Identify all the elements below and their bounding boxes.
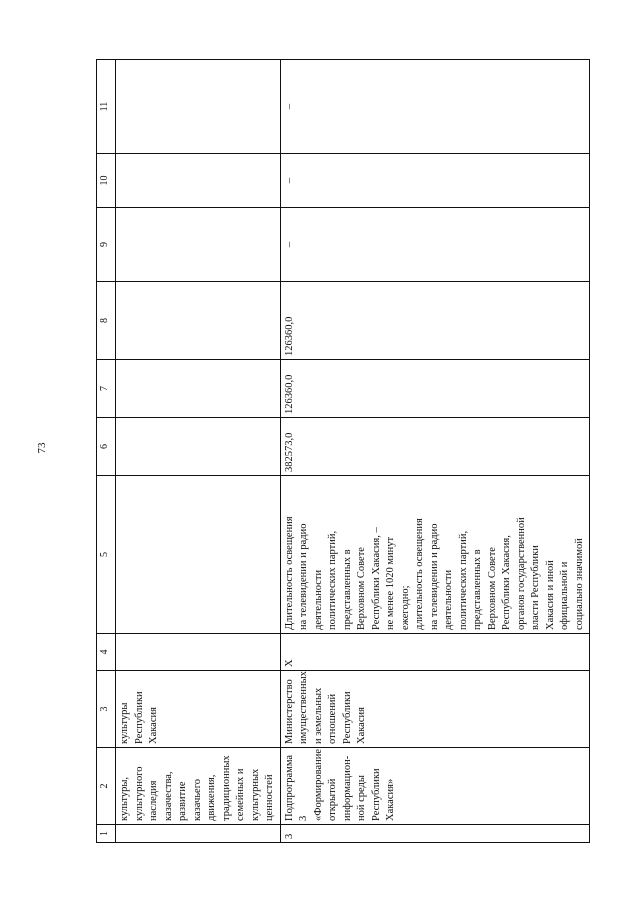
col-header-3: 3 (97, 671, 116, 748)
executor-cell: культуры Республики Хакасия (116, 671, 281, 748)
total-amount-cell: 382573,0 (280, 418, 590, 476)
col-header-1: 1 (97, 825, 116, 843)
amount-cell: 126360,0 (280, 282, 590, 360)
table-row (116, 60, 281, 843)
mark-cell: X (280, 634, 590, 671)
col-header-10: 10 (97, 154, 116, 208)
data-table (96, 59, 590, 843)
amount-cell: – (280, 60, 590, 154)
row-number-cell: 3 (280, 825, 590, 843)
rotated-table-sheet (96, 60, 585, 843)
amount-cell (116, 154, 281, 208)
mark-cell (116, 634, 281, 671)
amount-cell (116, 360, 281, 418)
amount-cell (116, 208, 281, 282)
amount-cell: – (280, 208, 590, 282)
col-header-8: 8 (97, 282, 116, 360)
amount-cell (116, 60, 281, 154)
col-header-5: 5 (97, 476, 116, 634)
row-number-cell (116, 825, 281, 843)
indicator-cell (116, 476, 281, 634)
rotated-table-wrapper (96, 60, 585, 843)
amount-cell: – (280, 154, 590, 208)
col-header-2: 2 (97, 748, 116, 825)
col-header-9: 9 (97, 208, 116, 282)
table-row (280, 60, 590, 843)
program-name-cell: культуры, культурного наследия казачества, развитие казачьего движения, традиционных семейных и культурных ценностей (116, 748, 281, 825)
col-header-6: 6 (97, 418, 116, 476)
col-header-11: 11 (97, 60, 116, 154)
header-row (97, 60, 116, 843)
page-number: 73 (36, 442, 48, 454)
amount-cell (116, 282, 281, 360)
amount-cell: 126360,0 (280, 360, 590, 418)
executor-cell: Министерство имущественных и земельных отношений Республики Хакасия (280, 671, 590, 748)
total-amount-cell (116, 418, 281, 476)
indicator-cell: Длительность освещения на телевидении и радио деятельности политических партий, представленных в Верховном Совете Республики Хакасия, – не менее 1020 минут ежегодно; длительность освещения на телевидении и радио деятельности политических партий, представленных в Верховном Совете Республики Хакасия, органов государственной власти Республики Хакасия и иной официальной и социально значимой (280, 476, 590, 634)
col-header-7: 7 (97, 360, 116, 418)
program-name-cell: Подпрограмма 3 «Формирование открытой информацион- ной среды Республики Хакасия» (280, 748, 590, 825)
col-header-4: 4 (97, 634, 116, 671)
